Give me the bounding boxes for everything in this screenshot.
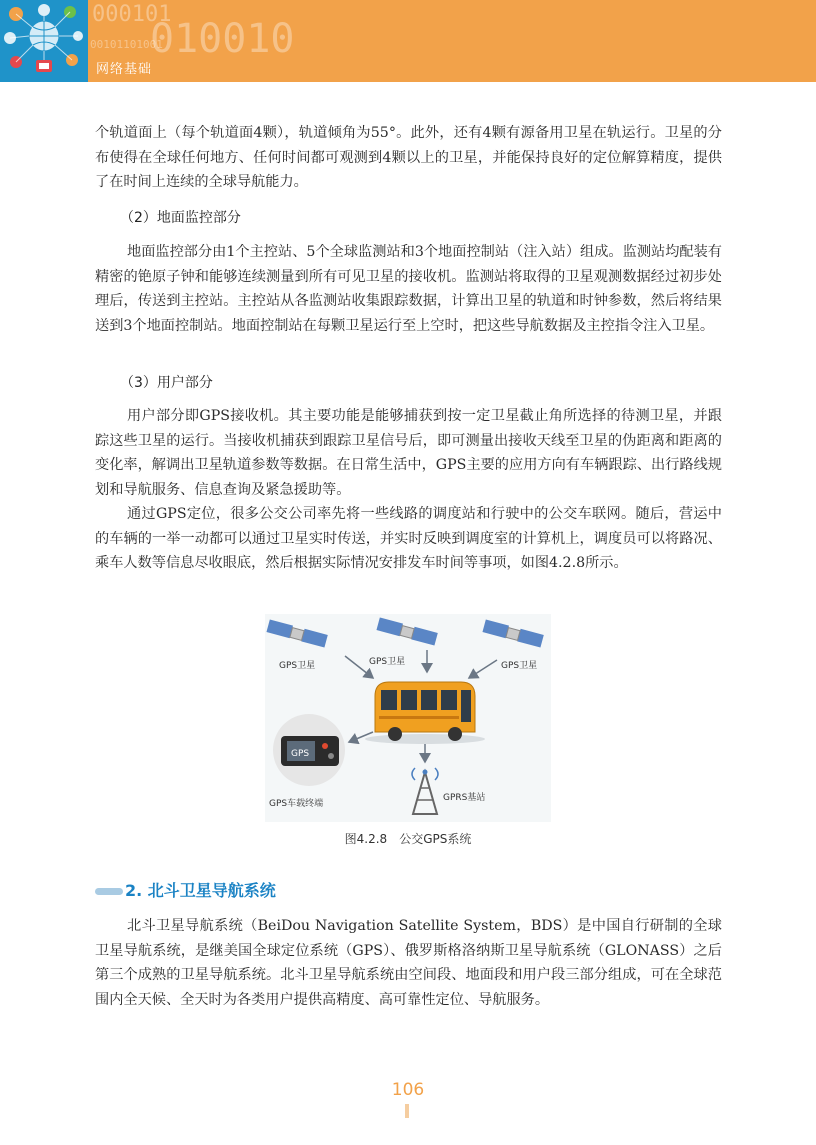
section-heading-beidou [95,878,276,901]
paragraph-satellite-distribution: 个轨道面上（每个轨道面4颗），轨道倾角为55°。此外，还有4颗有源备用卫星在轨运行。卫星的分布使得在全球任何地方、任何时间都可观测到4颗以上的卫星，并能保持良好的定位解算精度，提供了在时间上连续的全球导航能力。 [95,125,722,190]
network-globe-icon [0,0,88,82]
label-gps-terminal: GPS车载终端 [269,799,324,809]
page-number-divider [405,1104,409,1118]
figure-bus-gps-system [265,614,551,822]
subheading-user-segment: （3）用户部分 [120,375,213,391]
page-number: 106 [391,1080,425,1100]
terminal-screen-text: GPS [291,749,310,759]
paragraph-user-segment: 用户部分即GPS接收机。其主要功能是能够捕获到按一定卫星截止角所选择的待测卫星，并跟踪这些卫星的运行。当接收机捕获到跟踪卫星信号后，即可测量出接收天线至卫星的伪距离和距离的变化率，解调出卫星轨道参数等数据。在日常生活中，GPS主要的应用方向有车辆跟踪、出行路线规划和导航服务、信息查询及紧急援助等。 [95,408,722,498]
paragraph-bus-gps: 通过GPS定位，很多公交公司率先将一些线路的调度站和行驶中的公交车联网。随后，营运中的车辆的一举一动都可以通过卫星实时传送，并实时反映到调度室的计算机上，调度员可以将路况、乘车人数等信息尽收眼底，然后根据实际情况安排发车时间等事项，如图4.2.8所示。 [95,506,722,571]
binary-decoration-mid: 00101101001 [90,38,163,51]
signal-arrow [469,660,497,678]
bus-gps-diagram [265,614,551,822]
section-bar-decoration [95,888,123,895]
satellite-icon [376,617,437,645]
satellite-icon [482,619,543,647]
section-title: 2. 北斗卫星导航系统 [125,881,276,900]
binary-decoration-top: 000101 [92,2,172,27]
label-gprs-station: GPRS基站 [443,793,486,803]
paragraph-ground-control: 地面监控部分由1个主控站、5个全球监测站和3个地面控制站（注入站）组成。监测站均配装有精密的铯原子钟和能够连续测量到所有可见卫星的接收机。监测站将取得的卫星观测数据经过初步处理后，传送到主控站。主控站从各监测站收集跟踪数据，计算出卫星的轨道和时钟参数，然后将结果送到3个地面控制站。地面控制站在每颗卫星运行至上空时，把这些导航数据及主控指令注入卫星。 [95,244,722,334]
paragraph-beidou: 北斗卫星导航系统（BeiDou Navigation Satellite System，BDS）是中国自行研制的全球卫星导航系统，是继美国全球定位系统（GPS）、俄罗斯格洛纳斯卫星导航系统（GLONASS）之后第三个成熟的卫星导航系统。北斗卫星导航系统由空间段、地面段和用户段三部分组成，可在全球范围内全天候、全天时为各类用户提供高精度、高可靠性定位、导航服务。 [95,918,722,1008]
subheading-ground-control: （2）地面监控部分 [120,210,241,226]
satellite-icon [266,619,327,647]
page-header [0,0,816,82]
network-logo [0,0,88,82]
gprs-tower-icon [412,768,438,814]
label-gps-satellite-left: GPS卫星 [279,661,316,671]
figure-caption: 图4.2.8 公交GPS系统 [344,832,472,846]
label-gps-satellite-right: GPS卫星 [501,661,538,671]
gps-terminal-icon [281,736,339,766]
binary-decoration-big: 010010 [150,16,295,62]
chapter-title: 网络基础 [96,62,153,77]
bus-icon [365,682,485,744]
label-gps-satellite-mid: GPS卫星 [369,657,406,667]
